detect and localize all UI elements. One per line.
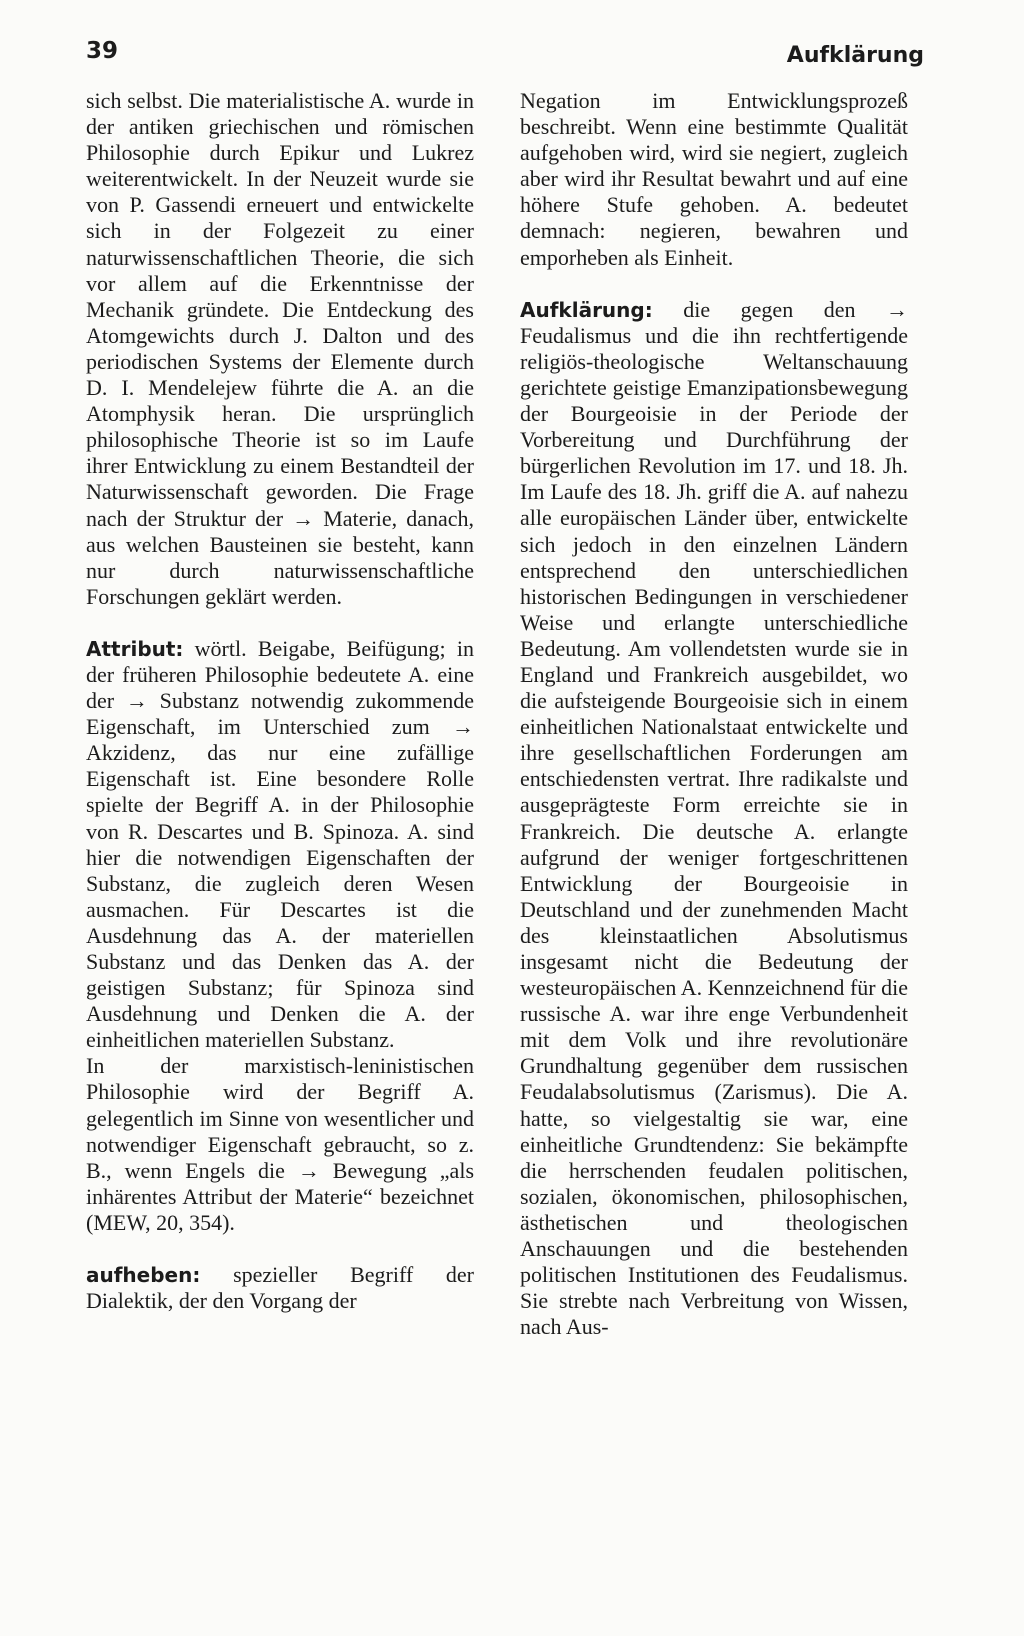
entry-term: aufheben: <box>86 1263 201 1288</box>
page-header <box>86 38 924 78</box>
entry-atomistik-continued <box>86 88 474 610</box>
entry-text: wörtl. Beigabe, Beifügung; in der früheren Philosophie bedeutete A. eine der → Substanz notwendig zukommende Eigenschaft, im Unterschied zum → Akzidenz, das nur eine zufällige Eigenschaft ist. Eine besondere Rolle spielte der Begriff A. in der Philosophie von R. Descartes und B. Spinoza. A. sind hier die notwendigen Eigenschaften der Substanz, die zugleich deren Wesen ausmachen. Für Descartes ist die Ausdehnung das A. der materiellen Substanz und das Denken das A. der geistigen Substanz; für Spinoza sind Ausdehnung und Denken die A. der einheitlichen materiellen Substanz. <box>86 635 474 1053</box>
entry-term: Aufklärung: <box>520 297 653 322</box>
entry-text: In der marxistisch-leninistischen Philosophie wird der Begriff A. gelegentlich im Sinne von wesentlicher und notwendiger Eigenschaft gebraucht, so z. B., wenn Engels die → Bewegung „als inhärentes Attribut der Materie“ bezeichnet (MEW, 20, 354). <box>86 1053 474 1235</box>
page-number: 39 <box>86 38 119 64</box>
entry-text: sich selbst. Die materialistische A. wurde in der antiken griechischen und römischen Philosophie durch Epikur und Lukrez weiterentwickelt. In der Neuzeit wurde sie von P. Gassendi erneuert und entwickelte sich in der Folgezeit zu einer naturwissenschaftlichen Theorie, die sich vor allem auf die Erkenntnisse der Mechanik gründete. Die Entdeckung des Atomgewichts durch J. Dalton und des periodischen Systems der Elemente durch D. I. Mendelejew führte die A. an die Atomphysik heran. Die ursprünglich philosophische Theorie ist so im Laufe ihrer Entwicklung zu einem Bestandteil der Naturwissenschaft geworden. Die Frage nach der Struktur der → Materie, danach, aus welchen Bausteinen sie besteht, kann nur durch naturwissenschaftliche Forschungen geklärt werden. <box>86 88 474 609</box>
left-column <box>86 88 474 1314</box>
entry-text: spezieller Begriff der Dialektik, der den Vorgang der <box>86 1262 475 1314</box>
right-column <box>520 88 908 1340</box>
entry-aufheben <box>86 1262 474 1314</box>
entry-attribut <box>86 636 474 1054</box>
entry-text: Negation im Entwicklungsprozeß beschreibt. Wenn eine bestimmte Qualität aufgehoben wird, wird sie negiert, zugleich aber wird ihr Resultat bewahrt und auf eine höhere Stufe gehoben. A. bedeutet demnach: negieren, bewahren und emporheben als Einheit. <box>520 88 908 270</box>
entry-term: Attribut: <box>86 636 184 661</box>
entry-aufheben-continued <box>520 88 908 271</box>
running-head: Aufklärung <box>786 43 924 68</box>
entry-text: die gegen den → Feudalismus und die ihn rechtfertigende religiös-theologische Weltanschauung gerichtete geistige Emanzipationsbewegung der Bourgeoisie in der Periode der Vorbereitung und Durchführung der bürgerlichen Revolution im 17. und 18. Jh. Im Laufe des 18. Jh. griff die A. auf nahezu alle europäischen Länder über, entwickelte sich jedoch in den einzelnen Ländern entsprechend den unterschiedlichen historischen Bedingungen in verschiedener Weise und erlangte unterschiedliche Bedeutung. Am vollendetsten wurde sie in England und Frankreich ausgebildet, wo die aufsteigende Bourgeoisie sich in einem einheitlichen Nationalstaat entwickelte und ihre gesellschaftlichen Forderungen am entschiedensten vertrat. Ihre radikalste und ausgeprägteste Form erreichte sie in Frankreich. Die deutsche A. erlangte aufgrund der weniger fortgeschrittenen Entwicklung der Bourgeoisie in Deutschland und der zunehmenden Macht des kleinstaatlichen Absolutismus insgesamt nicht die Bedeutung der westeuropäischen A. Kennzeichnend für die russische A. war ihre enge Verbundenheit mit dem Volk und ihre revolutionäre Grundhaltung gegenüber dem russischen Feudalabsolutismus (Zarismus). Die A. hatte, so vielgestaltig sie war, eine einheitliche Grundtendenz: Sie bekämpfte die herrschenden feudalen politischen, sozialen, ökonomischen, philosophischen, ästhetischen und theologischen Anschauungen und die bestehenden politischen Institutionen des Feudalismus. Sie strebte nach Verbreitung von Wissen, nach Aus- <box>520 296 909 1340</box>
entry-attribut-marxist <box>86 1053 474 1236</box>
entry-aufklaerung <box>520 297 908 1341</box>
